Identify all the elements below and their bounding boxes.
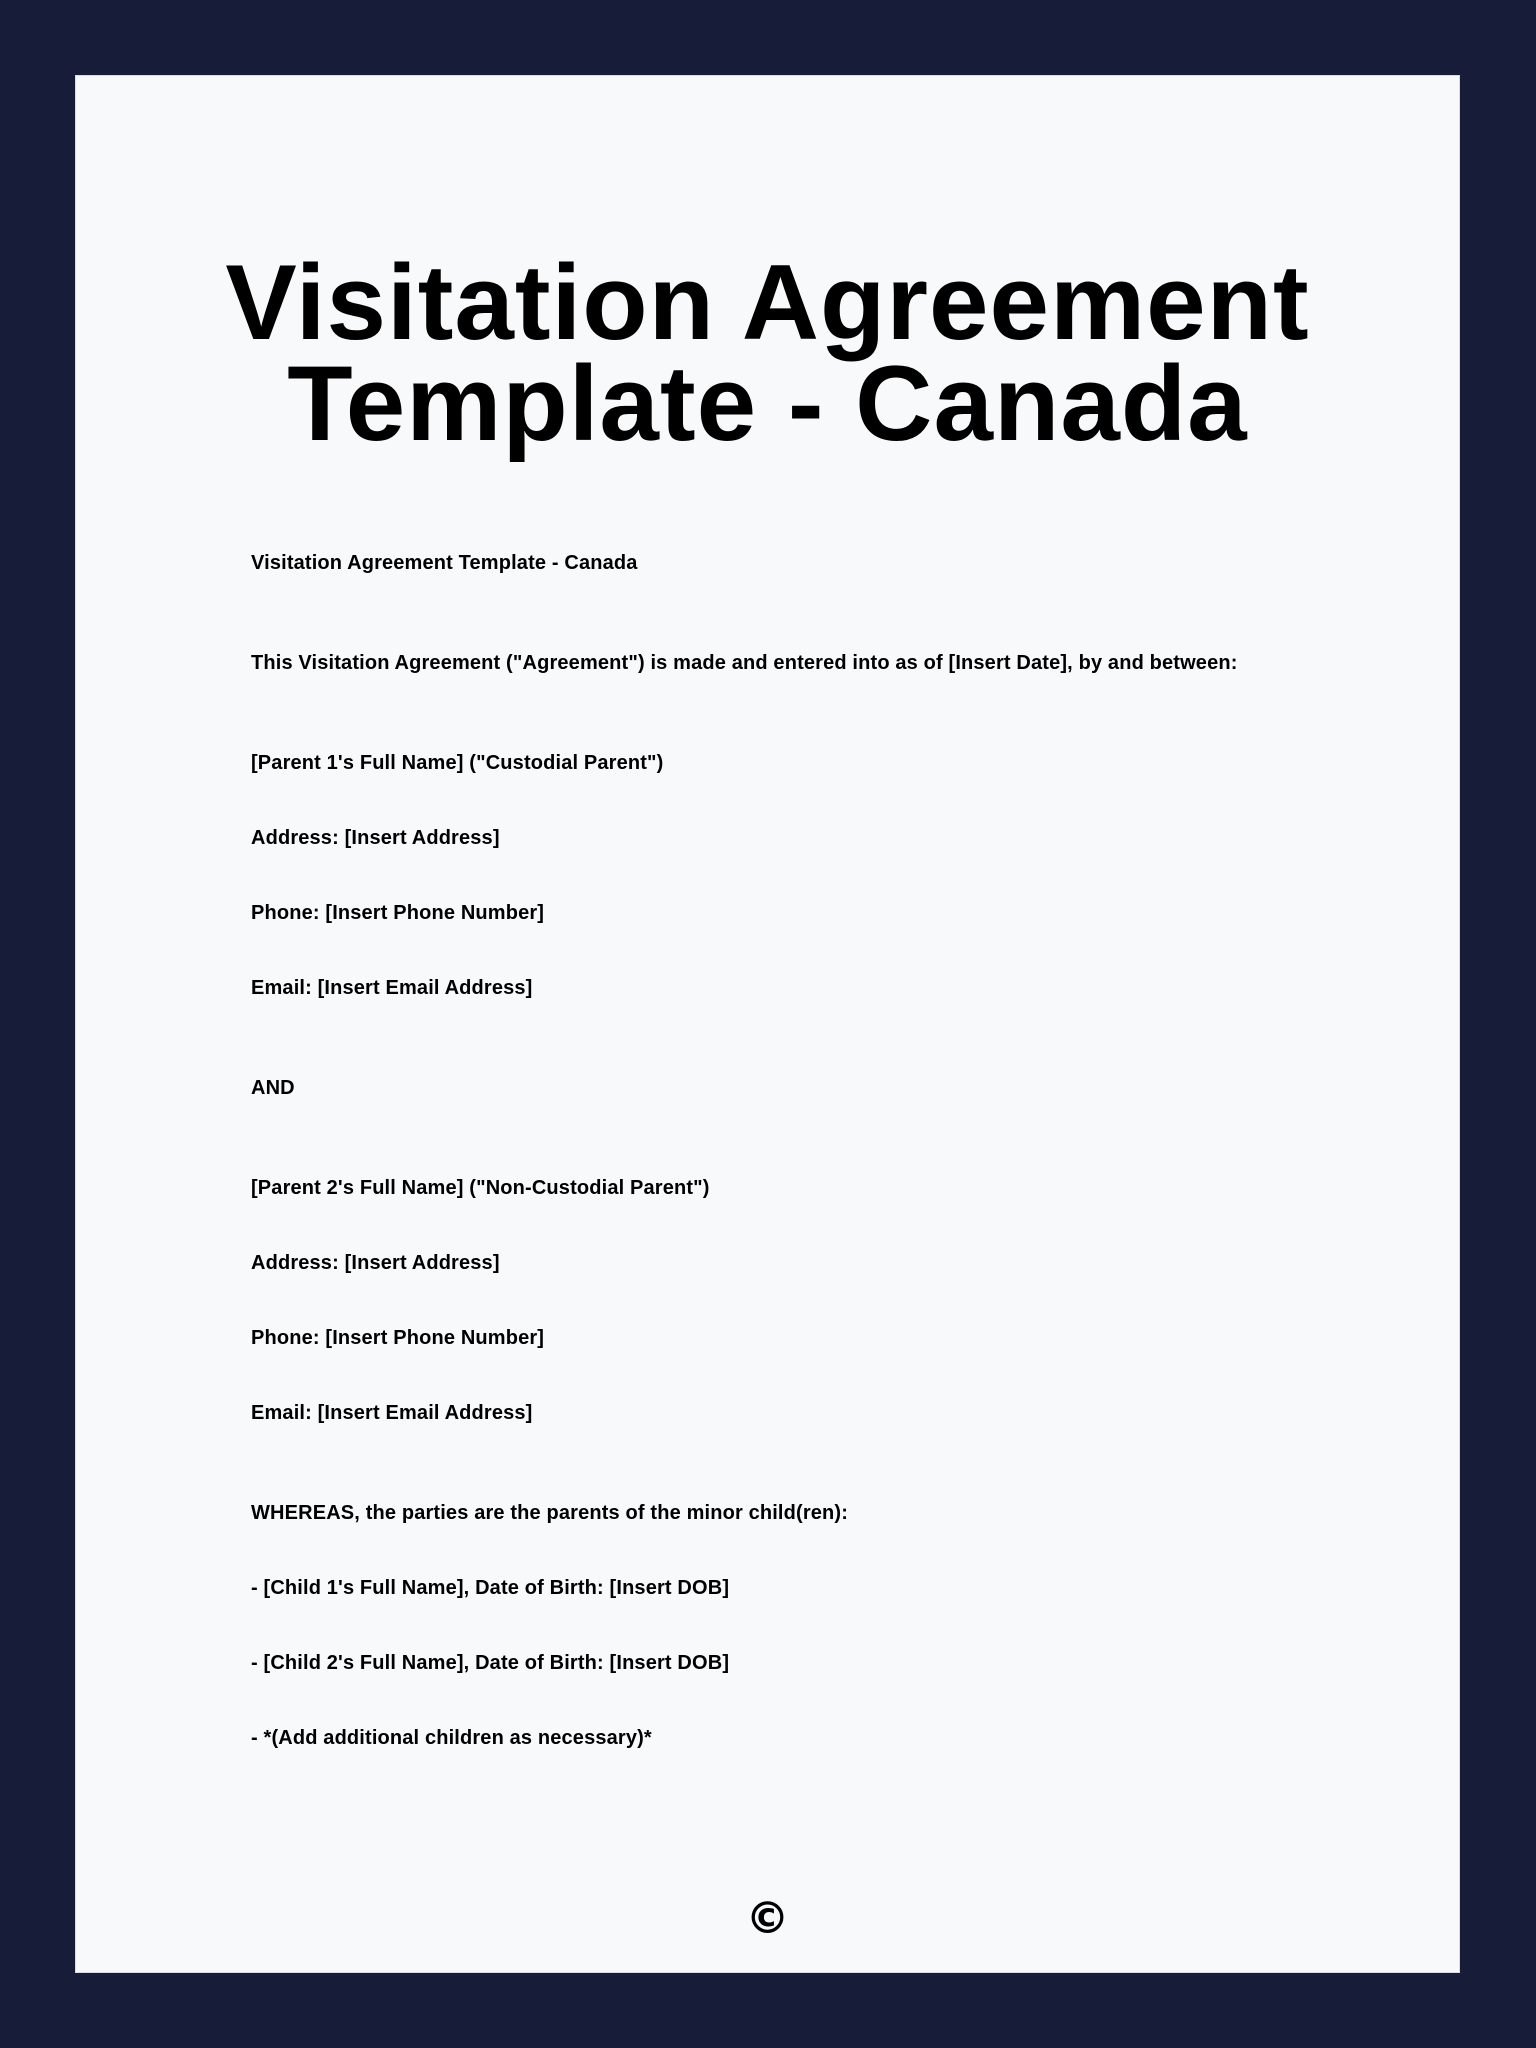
child-list-item: - *(Add additional children as necessary)* bbox=[251, 1727, 652, 1749]
copyright-icon: © bbox=[745, 1893, 790, 1944]
document-title bbox=[76, 242, 1459, 463]
and-label: AND bbox=[251, 1077, 295, 1099]
child-list-item: - [Child 1's Full Name], Date of Birth: [Insert DOB] bbox=[251, 1577, 730, 1599]
document-heading: Visitation Agreement Template - Canada bbox=[251, 552, 638, 574]
whereas-clause: WHEREAS, the parties are the parents of the minor child(ren): bbox=[251, 1502, 849, 1524]
intro-paragraph: This Visitation Agreement ("Agreement") is made and entered into as of [Insert Date], by and between: bbox=[251, 652, 1238, 674]
parent1-name: [Parent 1's Full Name] ("Custodial Parent") bbox=[251, 752, 664, 774]
document-page bbox=[75, 75, 1460, 1973]
title-line-1: Visitation Agreement bbox=[225, 242, 1310, 362]
parent2-address: Address: [Insert Address] bbox=[251, 1252, 500, 1274]
parent1-phone: Phone: [Insert Phone Number] bbox=[251, 902, 545, 924]
parent2-email: Email: [Insert Email Address] bbox=[251, 1402, 533, 1424]
parent1-address: Address: [Insert Address] bbox=[251, 827, 500, 849]
child-list-item: - [Child 2's Full Name], Date of Birth: [Insert DOB] bbox=[251, 1652, 730, 1674]
title-line-2: Template - Canada bbox=[287, 343, 1248, 463]
parent2-name: [Parent 2's Full Name] ("Non-Custodial Parent") bbox=[251, 1177, 710, 1199]
parent2-phone: Phone: [Insert Phone Number] bbox=[251, 1327, 545, 1349]
parent1-email: Email: [Insert Email Address] bbox=[251, 977, 533, 999]
